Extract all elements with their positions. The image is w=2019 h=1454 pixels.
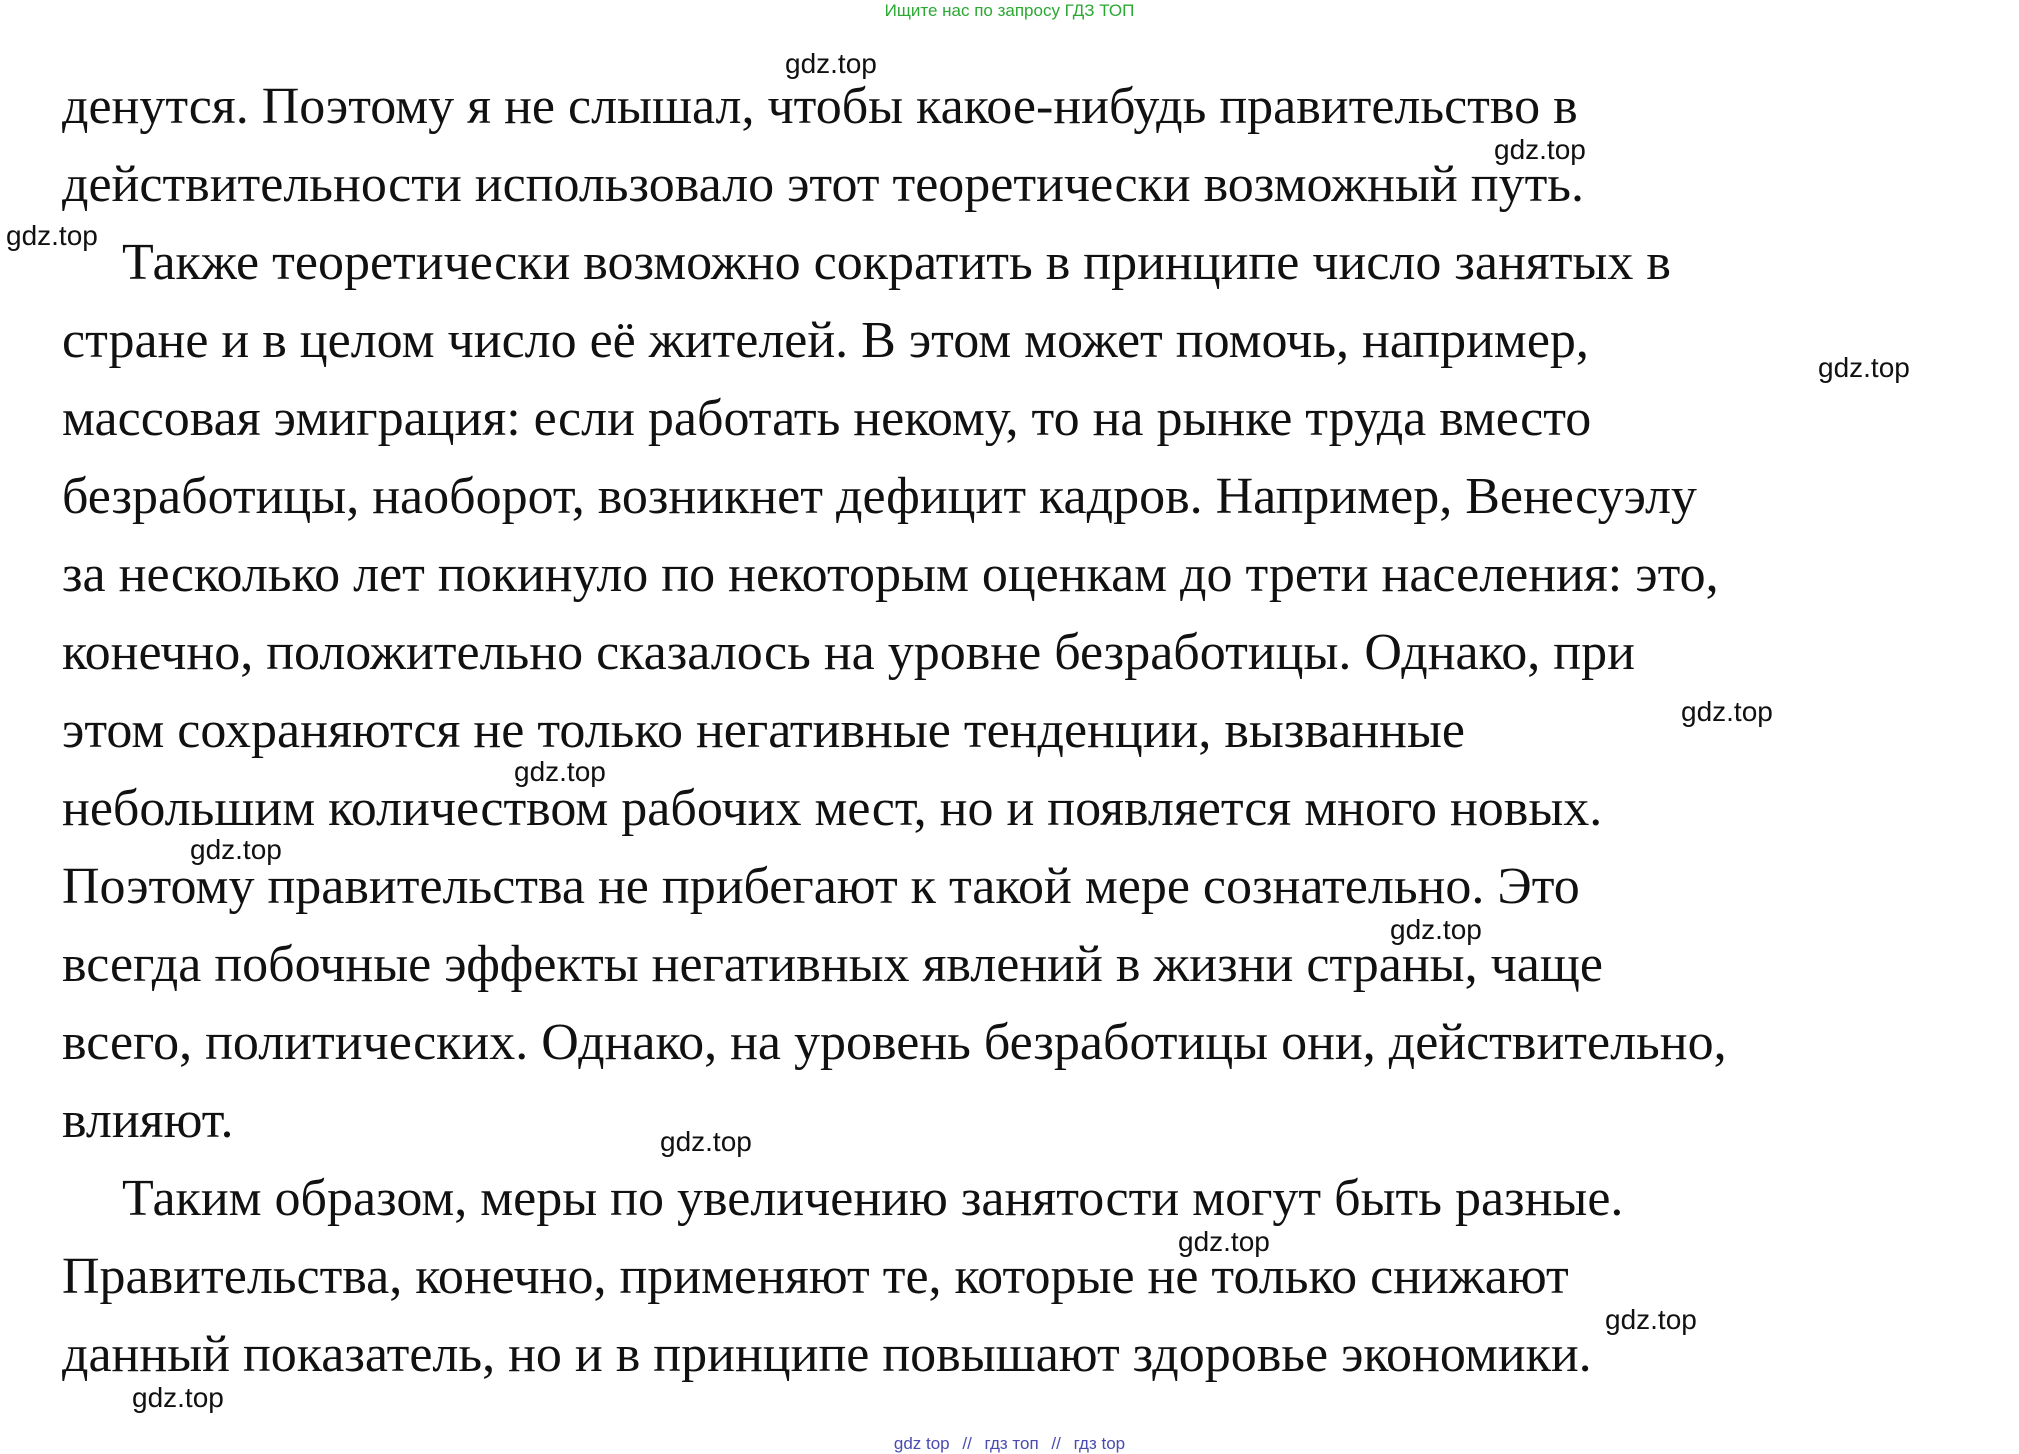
text-line: всего, политических. Однако, на уровень безработицы они, действительно, [62, 1014, 1727, 1071]
text-line: Таким образом, меры по увеличению занятости могут быть разные. [122, 1170, 1624, 1227]
text-line: Поэтому правительства не прибегают к такой мере сознательно. Это [62, 858, 1580, 915]
text-line: этом сохраняются не только негативные тенденции, вызванные [62, 702, 1466, 759]
watermark: gdz.top [1178, 1226, 1270, 1257]
text-line: конечно, положительно сказалось на уровне безработицы. Однако, при [62, 624, 1635, 681]
footer-separator: // [962, 1434, 972, 1453]
watermark: gdz.top [1818, 352, 1910, 383]
footer-separator: // [1051, 1434, 1061, 1453]
text-line: массовая эмиграция: если работать некому, то на рынке труда вместо [62, 390, 1592, 447]
footer-link[interactable]: гдз top [1073, 1434, 1126, 1453]
watermark: gdz.top [1605, 1304, 1697, 1335]
text-line: безработицы, наоборот, возникнет дефицит кадров. Например, Венесуэлу [62, 468, 1697, 525]
text-line: денутся. Поэтому я не слышал, чтобы какое-нибудь правительство в [62, 78, 1578, 135]
watermark: gdz.top [6, 220, 98, 251]
text-line: небольшим количеством рабочих мест, но и появляется много новых. [62, 780, 1603, 837]
footer-link[interactable]: gdz top [893, 1434, 950, 1453]
text-line: всегда побочные эффекты негативных явлений в жизни страны, чаще [62, 936, 1603, 993]
watermark: gdz.top [660, 1126, 752, 1157]
footer [0, 1434, 2019, 1454]
watermark: gdz.top [132, 1382, 224, 1413]
footer-link[interactable]: гдз топ [984, 1434, 1039, 1453]
text-line: Правительства, конечно, применяют те, которые не только снижают [62, 1248, 1569, 1305]
top-banner: Ищите нас по запросу ГДЗ ТОП [884, 1, 1135, 20]
watermark: gdz.top [1494, 134, 1586, 165]
text-line: данный показатель, но и в принципе повышают здоровье экономики. [62, 1326, 1592, 1383]
watermark: gdz.top [190, 834, 282, 865]
text-line: действительности использовало этот теоретически возможный путь. [62, 156, 1585, 213]
text-line: влияют. [62, 1092, 234, 1149]
watermark: gdz.top [1681, 696, 1773, 727]
watermark: gdz.top [514, 756, 606, 787]
document-body [62, 68, 1982, 1394]
text-line: за несколько лет покинуло по некоторым оценкам до трети населения: это, [62, 546, 1719, 603]
watermark: gdz.top [785, 48, 877, 79]
text-line: стране и в целом число её жителей. В этом может помочь, например, [62, 312, 1589, 369]
watermark: gdz.top [1390, 914, 1482, 945]
text-line: Также теоретически возможно сократить в принципе число занятых в [122, 234, 1671, 291]
